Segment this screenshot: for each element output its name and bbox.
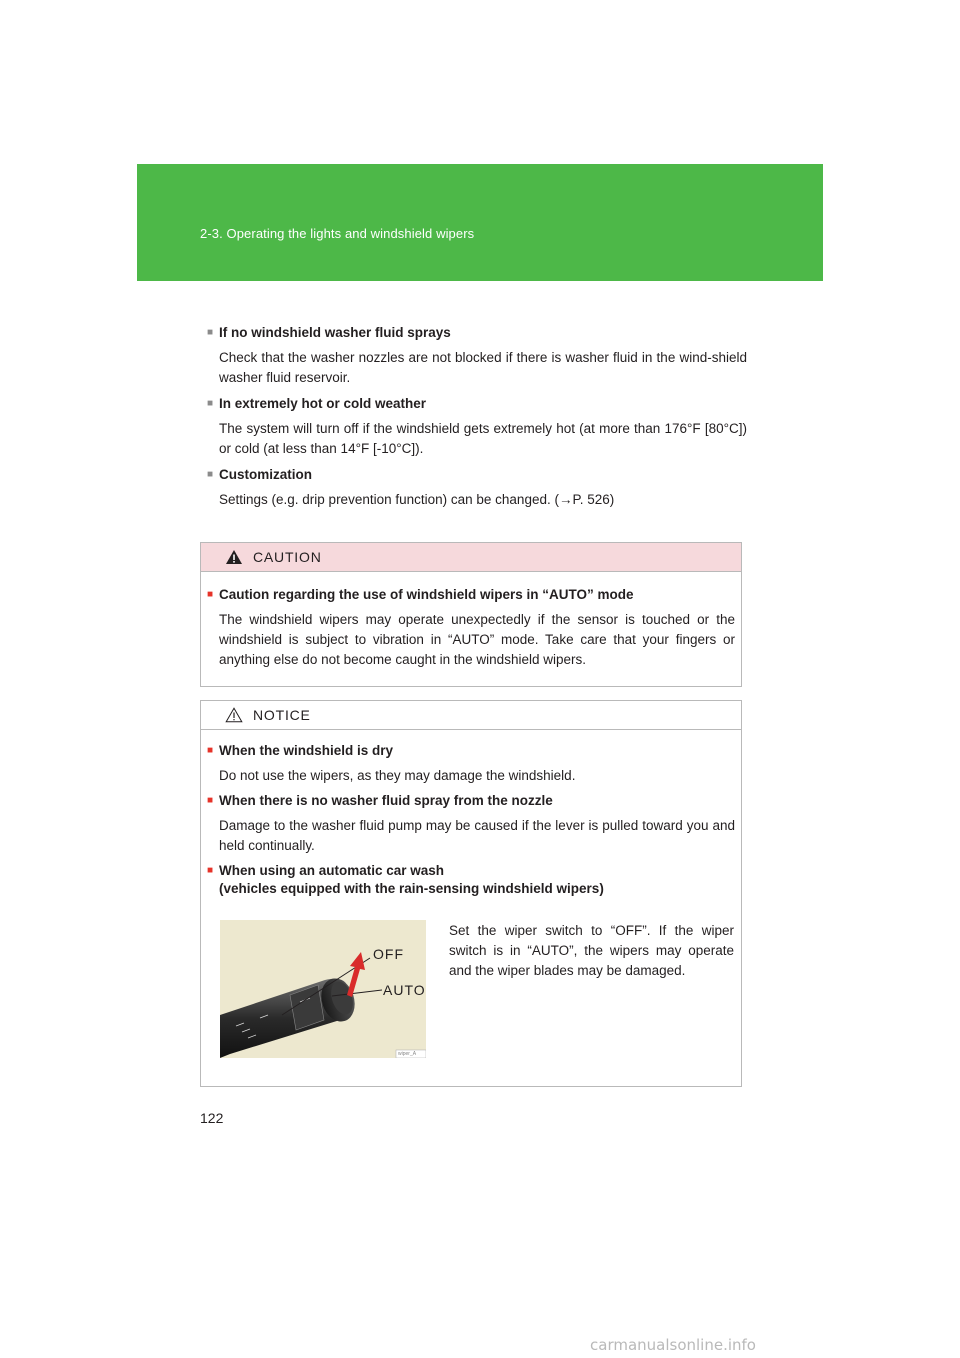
caution-label: CAUTION (253, 549, 322, 565)
notice-item (201, 742, 741, 786)
square-bullet-icon: ■ (207, 795, 214, 806)
notice-label: NOTICE (253, 707, 311, 723)
wiper-lever-figure (220, 920, 426, 1058)
auto-label: AUTO (383, 982, 426, 998)
square-bullet-icon: ■ (207, 745, 214, 756)
caution-header (201, 543, 741, 572)
square-bullet-icon: ■ (207, 865, 214, 876)
notice-item-heading: When the windshield is dry (219, 743, 394, 758)
square-bullet-icon: ■ (207, 469, 214, 480)
page-number: 122 (200, 1110, 224, 1126)
notice-item-body: Do not use the wipers, as they may damage the windshield. (219, 768, 576, 783)
caution-item-heading: Caution regarding the use of windshield wipers in “AUTO” mode (219, 587, 634, 602)
figure-caption: Set the wiper switch to “OFF”. If the wiper switch is in “AUTO”, the wipers may operate and the wiper blades may be damaged. (449, 923, 734, 978)
section-title: 2-3. Operating the lights and windshield wipers (200, 226, 475, 241)
info-section-washer (207, 324, 747, 388)
notice-item (201, 862, 741, 898)
notice-item-subheading: (vehicles equipped with the rain-sensing windshield wipers) (219, 881, 604, 896)
notice-item-heading: When using an automatic car wash (219, 863, 445, 878)
section-body: Settings (e.g. drip prevention function) can be changed. (→P. 526) (219, 492, 615, 507)
section-heading: If no windshield washer fluid sprays (219, 325, 451, 340)
notice-item (201, 792, 741, 856)
notice-header (201, 701, 741, 730)
notice-item-body: Damage to the washer fluid pump may be caused if the lever is pulled toward you and held continually. (219, 818, 735, 853)
notice-item-heading: When there is no washer fluid spray from the nozzle (219, 793, 553, 808)
info-section-weather (207, 395, 747, 459)
caution-item-body: The windshield wipers may operate unexpectedly if the sensor is touched or the windshield is subject to vibration in “AUTO” mode. Take care that your fingers or anything else do not become caught in the windshield wipers. (219, 612, 735, 667)
off-label: OFF (373, 946, 404, 962)
watermark: carmanualsonline.info (590, 1336, 756, 1354)
warning-triangle-icon (225, 549, 243, 565)
caution-box (200, 542, 742, 687)
notice-triangle-icon (225, 707, 243, 723)
section-body: The system will turn off if the windshield gets extremely hot (at more than 176°F [80°C]) or cold (at less than 14°F [-10°C]). (219, 421, 747, 456)
figure-tag: wiper_A (398, 1051, 417, 1057)
info-section-customization (207, 466, 747, 510)
section-body: Check that the washer nozzles are not blocked if there is washer fluid in the wind-shield washer fluid reservoir. (219, 350, 747, 385)
section-heading: In extremely hot or cold weather (219, 396, 427, 411)
square-bullet-icon: ■ (207, 589, 214, 600)
square-bullet-icon: ■ (207, 327, 214, 338)
square-bullet-icon: ■ (207, 398, 214, 409)
notice-box (200, 700, 742, 1087)
section-header-band (137, 164, 823, 281)
red-arrow-icon (347, 952, 365, 997)
caution-item (201, 586, 741, 670)
section-heading: Customization (219, 467, 312, 482)
